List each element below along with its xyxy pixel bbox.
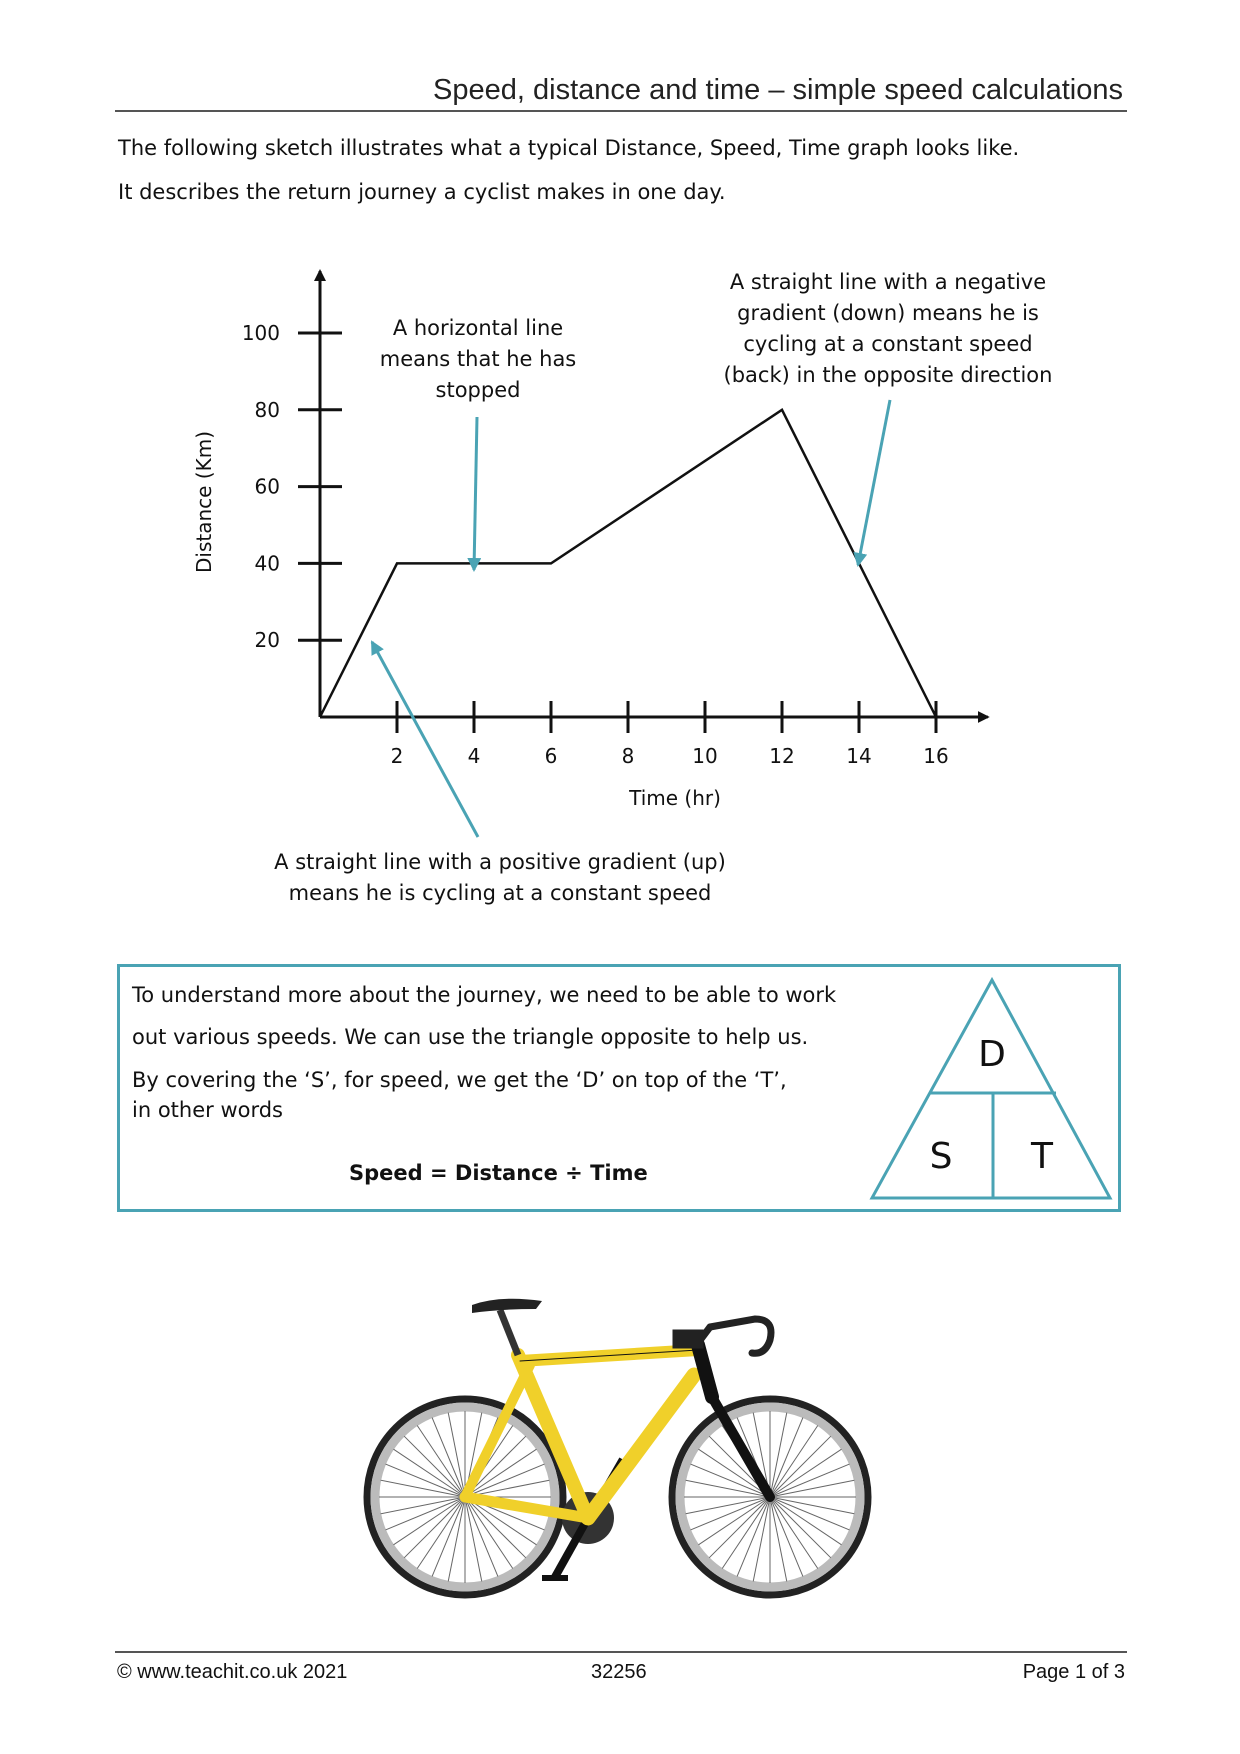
page-footer xyxy=(115,1651,1127,1683)
page-title: Speed, distance and time – simple speed calculations xyxy=(433,74,1123,106)
page-header xyxy=(115,70,1127,112)
triangle-label-d: D xyxy=(978,1034,1006,1075)
annotation-negative-gradient: A straight line with a negative gradient (down) means he is cycling at a constant speed (back) in the opposite direction xyxy=(723,270,1053,387)
dst-triangle xyxy=(866,976,1116,1206)
x-tick-label: 2 xyxy=(390,744,404,768)
x-axis-label: Time (hr) xyxy=(629,786,721,810)
footer-copyright: © www.teachit.co.uk 2021 xyxy=(117,1661,348,1683)
footer-resource-id: 32256 xyxy=(591,1661,647,1683)
x-tick-label: 16 xyxy=(923,744,949,768)
annotation-horizontal: A horizontal line means that he has stopped xyxy=(379,316,577,402)
y-axis-label: Distance (Km) xyxy=(192,430,216,574)
triangle-label-t: T xyxy=(1031,1136,1053,1177)
box-text-line-4: in other words xyxy=(132,1098,283,1122)
y-tick-label: 80 xyxy=(254,397,280,422)
box-text-line-1: To understand more about the journey, we need to be able to work xyxy=(132,983,837,1007)
x-tick-label: 12 xyxy=(769,744,795,768)
bike-frame xyxy=(465,1345,770,1518)
x-tick-label: 14 xyxy=(846,744,872,768)
x-tick-label: 10 xyxy=(692,744,718,768)
seat xyxy=(472,1299,542,1355)
footer-page-number: Page 1 of 3 xyxy=(1022,1661,1125,1683)
box-text-line-2: out various speeds. We can use the triangle opposite to help us. xyxy=(132,1025,809,1049)
y-tick-label: 60 xyxy=(254,474,280,499)
intro-text-line-2: It describes the return journey a cyclist makes in one day. xyxy=(118,180,726,204)
journey-line xyxy=(320,410,936,717)
annotation-positive-gradient-arrow xyxy=(372,642,478,837)
annotation-negative-gradient-arrow xyxy=(858,400,890,565)
distance-time-graph xyxy=(0,255,1240,915)
annotation-positive-gradient: A straight line with a positive gradient (up) means he is cycling at a constant speed xyxy=(274,850,726,905)
annotation-horizontal-arrow xyxy=(474,417,477,570)
box-text-line-3: By covering the ‘S’, for speed, we get the ‘D’ on top of the ‘T’, xyxy=(132,1068,787,1092)
speed-formula: Speed = Distance ÷ Time xyxy=(349,1161,648,1185)
intro-text-line-1: The following sketch illustrates what a typical Distance, Speed, Time graph looks like. xyxy=(118,136,1020,160)
triangle-label-s: S xyxy=(929,1136,953,1177)
y-tick-label: 20 xyxy=(254,628,280,653)
bicycle-illustration xyxy=(360,1285,880,1615)
x-tick-label: 6 xyxy=(544,744,558,768)
y-tick-label: 100 xyxy=(241,321,280,345)
x-tick-label: 4 xyxy=(467,744,481,768)
handlebar xyxy=(676,1319,771,1353)
triangle-outline xyxy=(872,980,1110,1198)
x-tick-label: 8 xyxy=(621,744,635,768)
y-tick-label: 40 xyxy=(254,551,280,576)
